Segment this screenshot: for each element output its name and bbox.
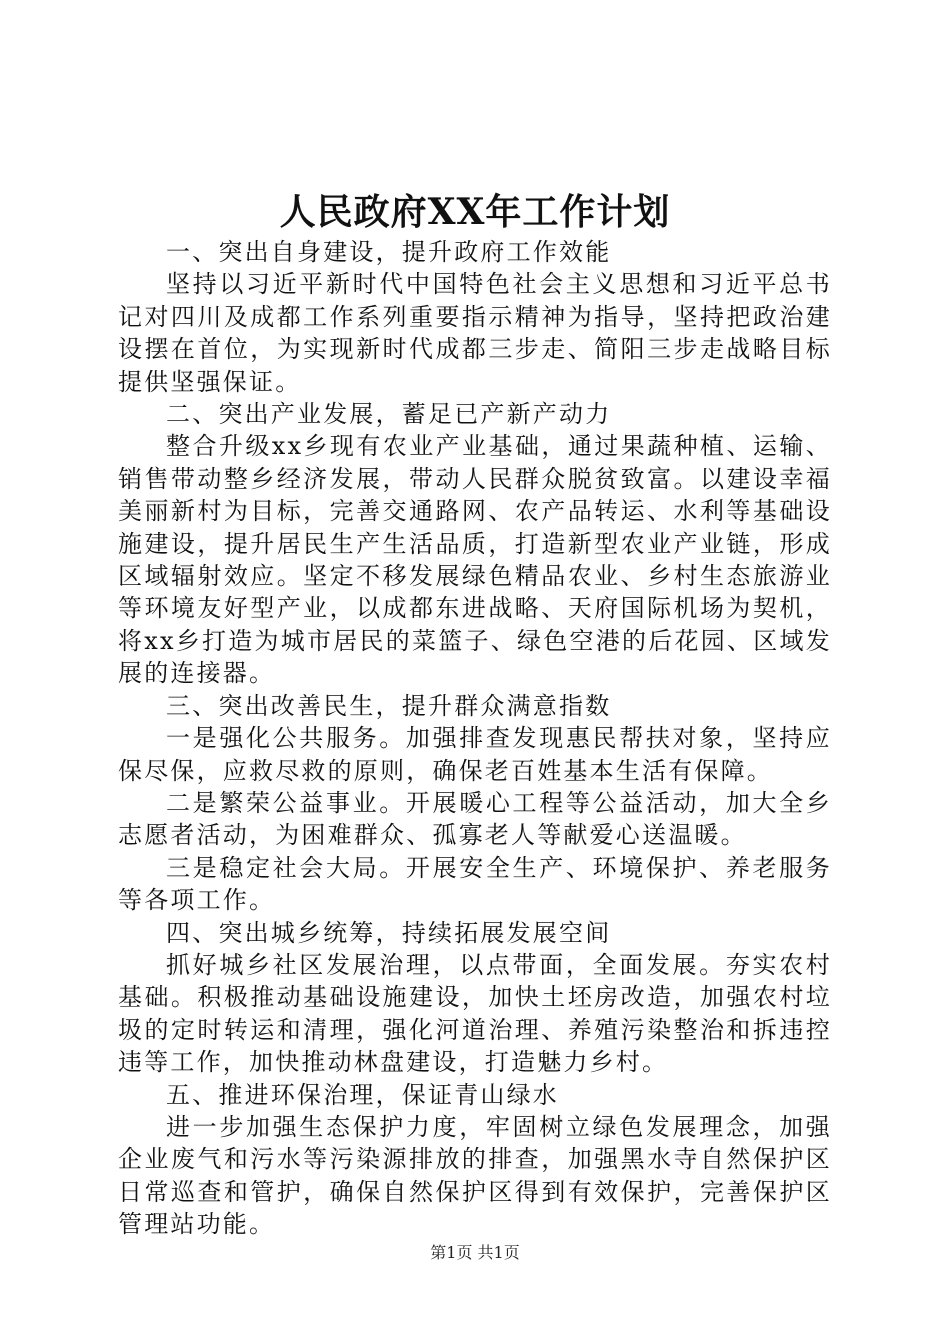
paragraph: 抓好城乡社区发展治理，以点带面，全面发展。夯实农村基础。积极推动基础设施建设，加快土坯房改造，加强农村垃圾的定时转运和清理，强化河道治理、养殖污染整治和拆违控违等工作，加快推动林盘建设，打造魅力乡村。: [118, 950, 832, 1077]
document-body: [118, 236, 832, 1241]
paragraph: 进一步加强生态保护力度，牢固树立绿色发展理念，加强企业废气和污水等污染源排放的排查，加强黑水寺自然保护区日常巡查和管护，确保自然保护区得到有效保护，完善保护区管理站功能。: [118, 1112, 832, 1239]
section-heading-4: 四、突出城乡统筹，持续拓展发展空间: [166, 918, 612, 947]
page-footer: 第1页 共1页: [430, 1243, 520, 1262]
section-heading-3: 三、突出改善民生，提升群众满意指数: [166, 691, 612, 720]
paragraph: 一是强化公共服务。加强排查发现惠民帮扶对象，坚持应保尽保，应救尽救的原则，确保老百姓基本生活有保障。: [118, 724, 832, 785]
paragraph: 二是繁荣公益事业。开展暖心工程等公益活动，加大全乡志愿者活动，为困难群众、孤寡老人等献爱心送温暖。: [118, 788, 832, 850]
section-heading-1: 一、突出自身建设，提升政府工作效能: [166, 238, 612, 266]
paragraph: 整合升级xx乡现有农业产业基础，通过果蔬种植、运输、销售带动整乡经济发展，带动人民群众脱贫致富。以建设幸福美丽新村为目标，完善交通路网、农产品转运、水利等基础设施建设，提升居民生产生活品质，打造新型农业产业链，形成区域辐射效应。坚定不移发展绿色精品农业、乡村生态旅游业等环境友好型产业，以成都东进战略、天府国际机场为契机，将xx乡打造为城市居民的菜篮子、绿色空港的后花园、区域发展的连接器。: [118, 432, 832, 688]
section-heading-5: 五、推进环保治理，保证青山绿水: [166, 1080, 559, 1109]
paragraph: 三是稳定社会大局。开展安全生产、环境保护、养老服务等各项工作。: [118, 853, 832, 915]
document-title: 人民政府XX年工作计划: [279, 191, 671, 233]
paragraph: 坚持以习近平新时代中国特色社会主义思想和习近平总书记对四川及成都工作系列重要指示精神为指导，坚持把政治建设摆在首位，为实现新时代成都三步走、简阳三步走战略目标提供坚强保证。: [118, 270, 832, 396]
section-heading-2: 二、突出产业发展，蓄足已产新产动力: [166, 400, 612, 429]
